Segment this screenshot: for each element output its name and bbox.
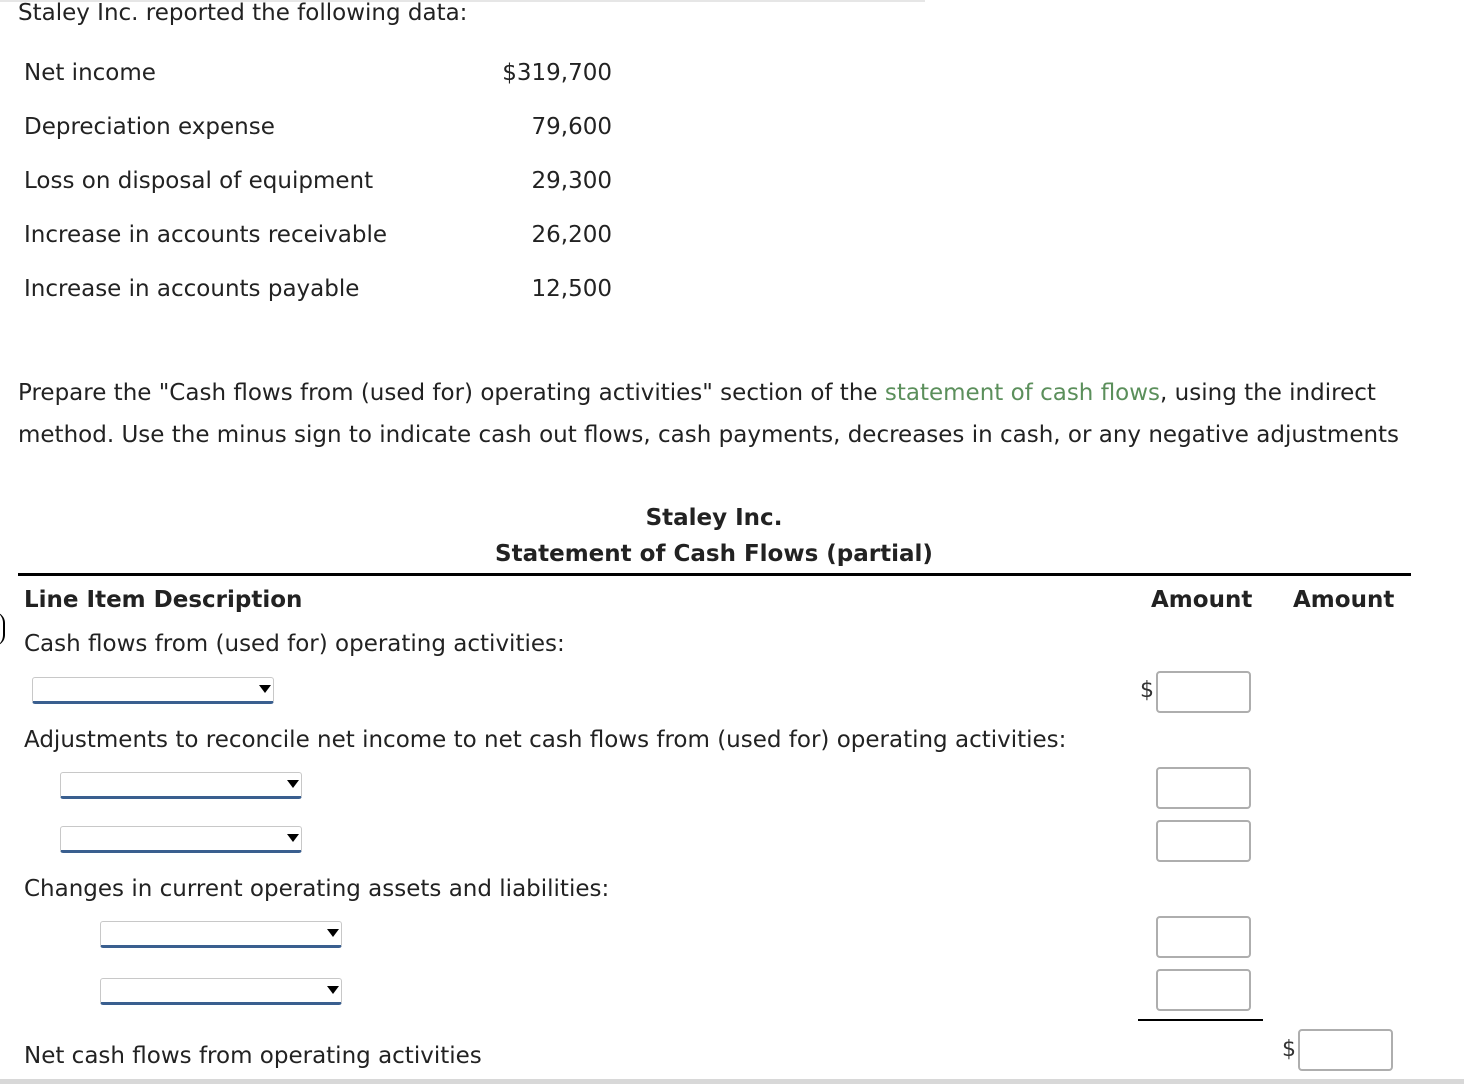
line-item-select-3[interactable] (60, 826, 302, 853)
left-edge-mark (0, 612, 5, 646)
dollar-sign: $ (1140, 678, 1154, 703)
bottom-scroll-edge (0, 1079, 1464, 1084)
line-item-select-5[interactable] (100, 978, 342, 1005)
instructions (18, 372, 1464, 456)
given-value-depreciation: 79,600 (531, 114, 612, 140)
subtotal-underline (1138, 1019, 1263, 1021)
given-value-accounts-payable: 12,500 (531, 276, 612, 302)
dollar-sign: $ (1282, 1037, 1296, 1062)
instructions-text-before: Prepare the "Cash flows from (used for) operating activities" section of the (18, 380, 885, 406)
amount-input-4[interactable] (1156, 916, 1251, 958)
section-changes-label: Changes in current operating assets and liabilities: (24, 876, 610, 902)
given-label-net-income: Net income (24, 60, 156, 86)
given-label-depreciation: Depreciation expense (24, 114, 275, 140)
given-value-net-income: $319,700 (502, 60, 612, 86)
header-rule (18, 573, 1411, 576)
chevron-down-icon (259, 685, 271, 693)
amount-input-1[interactable] (1156, 671, 1251, 713)
line-item-select-4[interactable] (100, 921, 342, 948)
col-header-amount-1: Amount (1151, 587, 1253, 613)
given-value-accounts-receivable: 26,200 (531, 222, 612, 248)
intro-text: Staley Inc. reported the following data: (18, 0, 468, 26)
statement-title: Statement of Cash Flows (partial) (495, 541, 933, 567)
amount-input-3[interactable] (1156, 820, 1251, 862)
line-item-select-1[interactable] (32, 677, 274, 704)
line-item-select-2[interactable] (60, 772, 302, 799)
given-label-loss-disposal: Loss on disposal of equipment (24, 168, 374, 194)
net-cash-flows-label: Net cash flows from operating activities (24, 1043, 482, 1069)
chevron-down-icon (327, 929, 339, 937)
col-header-amount-2: Amount (1293, 587, 1395, 613)
chevron-down-icon (287, 834, 299, 842)
instructions-text-after: , using the indirect method. Use the minus sign to indicate cash out flows, cash payments, decreases in cash, or any negative adjustments (18, 380, 1400, 448)
chevron-down-icon (287, 780, 299, 788)
given-value-loss-disposal: 29,300 (531, 168, 612, 194)
amount-input-2[interactable] (1156, 767, 1251, 809)
col-header-description: Line Item Description (24, 587, 303, 613)
chevron-down-icon (327, 986, 339, 994)
given-label-accounts-payable: Increase in accounts payable (24, 276, 360, 302)
section-operating-label: Cash flows from (used for) operating activities: (24, 631, 565, 657)
given-label-accounts-receivable: Increase in accounts receivable (24, 222, 387, 248)
statement-company: Staley Inc. (645, 505, 783, 531)
net-amount-input[interactable] (1298, 1029, 1393, 1071)
amount-input-5[interactable] (1156, 969, 1251, 1011)
statement-of-cash-flows-link[interactable]: statement of cash flows (884, 380, 1161, 406)
section-adjustments-label: Adjustments to reconcile net income to net cash flows from (used for) operating activities: (24, 727, 1067, 753)
